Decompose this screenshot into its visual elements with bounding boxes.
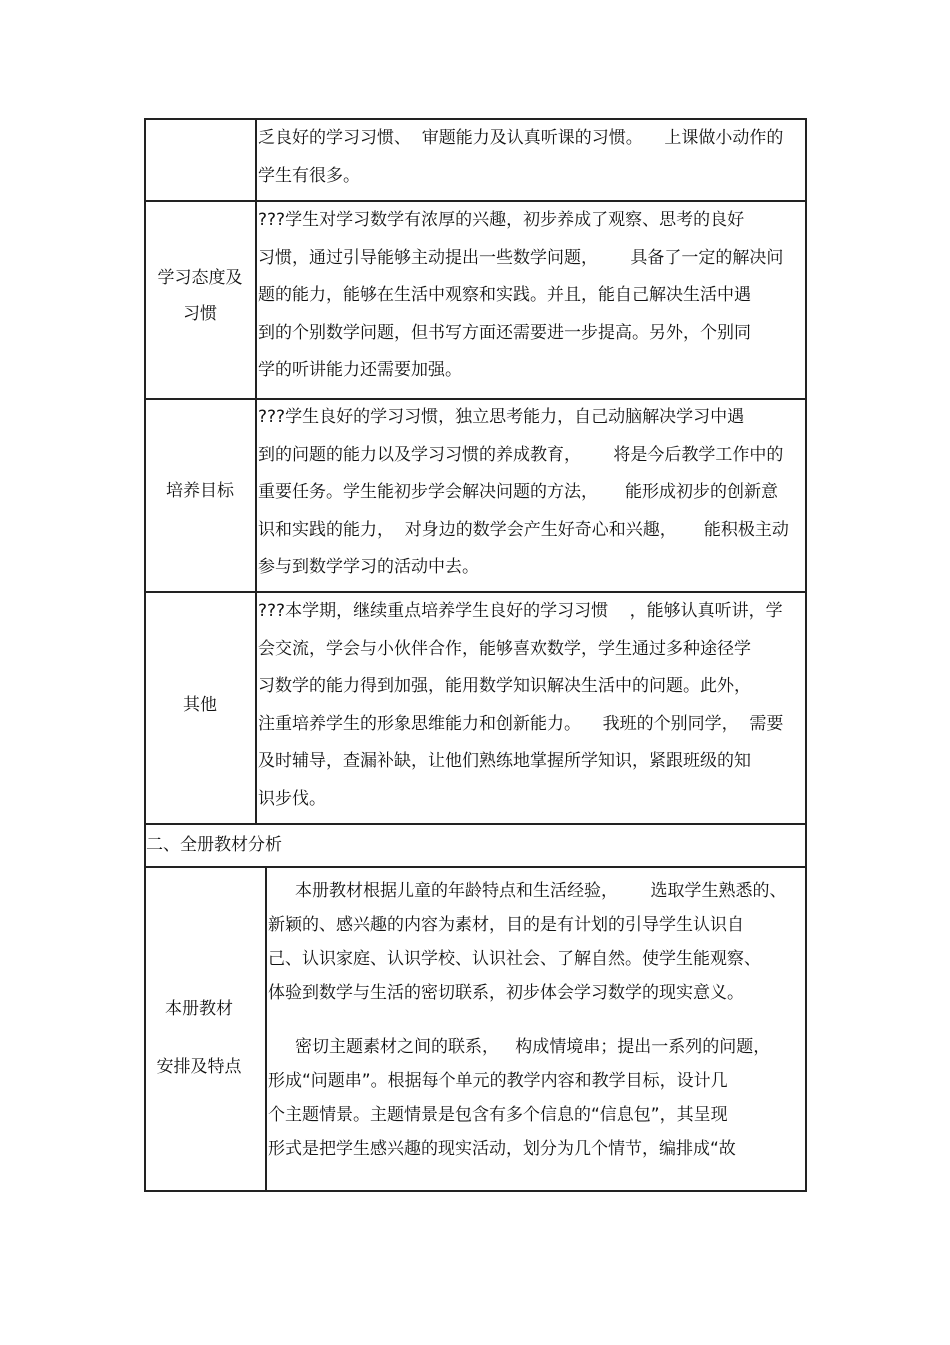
text-line-blank [268, 1010, 808, 1030]
text-line: 习数学的能力得到加强，能用数学知识解决生活中的问题。此外， [258, 676, 751, 696]
row-content-other [258, 593, 806, 818]
label-line: 其他 [183, 695, 217, 715]
table-column-divider [255, 118, 257, 823]
table-border-row4 [144, 823, 806, 825]
text-line: 会交流，学会与小伙伴合作，能够喜欢数学，学生通过多种途径学 [258, 638, 751, 659]
text-line: 学生有很多。 [258, 165, 360, 186]
text-line: 本册教材根据儿童的年龄特点和生活经验， 选取学生熟悉的、 [268, 881, 787, 901]
text-line: 识步伐。 [258, 788, 326, 809]
text-line: 密切主题素材之间的联系， 构成情境串；提出一系列的问题， [268, 1037, 771, 1057]
table-column-divider-analysis [265, 866, 267, 1190]
row-content-training-goals [258, 399, 806, 587]
row-content-learning-attitude [258, 202, 806, 390]
label-line: 培养目标 [166, 481, 234, 501]
table-border-section [144, 866, 806, 868]
text-line: 参与到数学学习的活动中去。 [258, 557, 479, 577]
section-title: 二、全册教材分析 [146, 835, 282, 855]
row-content-continuation [258, 120, 806, 195]
text-line: 形式是把学生感兴趣的现实活动，划分为几个情节，编排成“故 [268, 1139, 736, 1159]
label-line: 学习态度及 [157, 268, 243, 288]
label-line: 习惯 [183, 304, 217, 324]
text-line: 识和实践的能力， 对身边的数学会产生好奇心和兴趣， 能积极主动 [258, 519, 789, 540]
text-line: ???本学期，继续重点培养学生良好的学习习惯 ，能够认真听讲，学 [258, 601, 783, 621]
text-line: 学的听讲能力还需要加强。 [258, 360, 462, 380]
label-line: 安排及特点 [156, 1057, 242, 1077]
row-label-textbook-arrangement [146, 980, 252, 1096]
row-label-training-goals [146, 473, 254, 509]
text-line: 注重培养学生的形象思维能力和创新能力。 我班的个别同学， 需要 [258, 713, 784, 734]
text-line: 题的能力，能够在生活中观察和实践。并且，能自己解决生活中遇 [258, 285, 751, 305]
text-line: 乏良好的学习习惯、 审题能力及认真听课的习惯。 上课做小动作的 [258, 128, 784, 148]
text-line: 习惯，通过引导能够主动提出一些数学问题， 具备了一定的解决问 [258, 247, 784, 268]
text-line: 形成“问题串”。根据每个单元的教学内容和教学目标，设计几 [268, 1071, 728, 1091]
row-label-learning-attitude [146, 260, 254, 332]
text-line: 个主题情景。主题情景是包含有多个信息的“信息包”，其呈现 [268, 1105, 728, 1125]
row-content-textbook-arrangement [268, 874, 808, 1166]
text-line: 到的个别数学问题，但书写方面还需要进一步提高。另外，个别同 [258, 322, 751, 343]
text-line: ???学生良好的学习习惯，独立思考能力，自己动脑解决学习中遇 [258, 407, 745, 427]
text-line: 重要任务。学生能初步学会解决问题的方法， 能形成初步的创新意 [258, 482, 779, 502]
label-line: 本册教材 [165, 999, 233, 1019]
text-line: 己、认识家庭、认识学校、认识社会、了解自然。使学生能观察、 [268, 949, 761, 969]
text-line: 及时辅导，查漏补缺，让他们熟练地掌握所学知识，紧跟班级的知 [258, 751, 751, 771]
text-line: ???学生对学习数学有浓厚的兴趣，初步养成了观察、思考的良好 [258, 210, 745, 230]
table-border-bottom [144, 1190, 806, 1192]
text-line: 体验到数学与生活的密切联系，初步体会学习数学的现实意义。 [268, 983, 744, 1003]
row-label-other [146, 687, 254, 723]
text-line: 到的问题的能力以及学习习惯的养成教育， 将是今后教学工作中的 [258, 444, 784, 465]
text-line: 新颖的、感兴趣的内容为素材，目的是有计划的引导学生认识自 [268, 915, 744, 935]
